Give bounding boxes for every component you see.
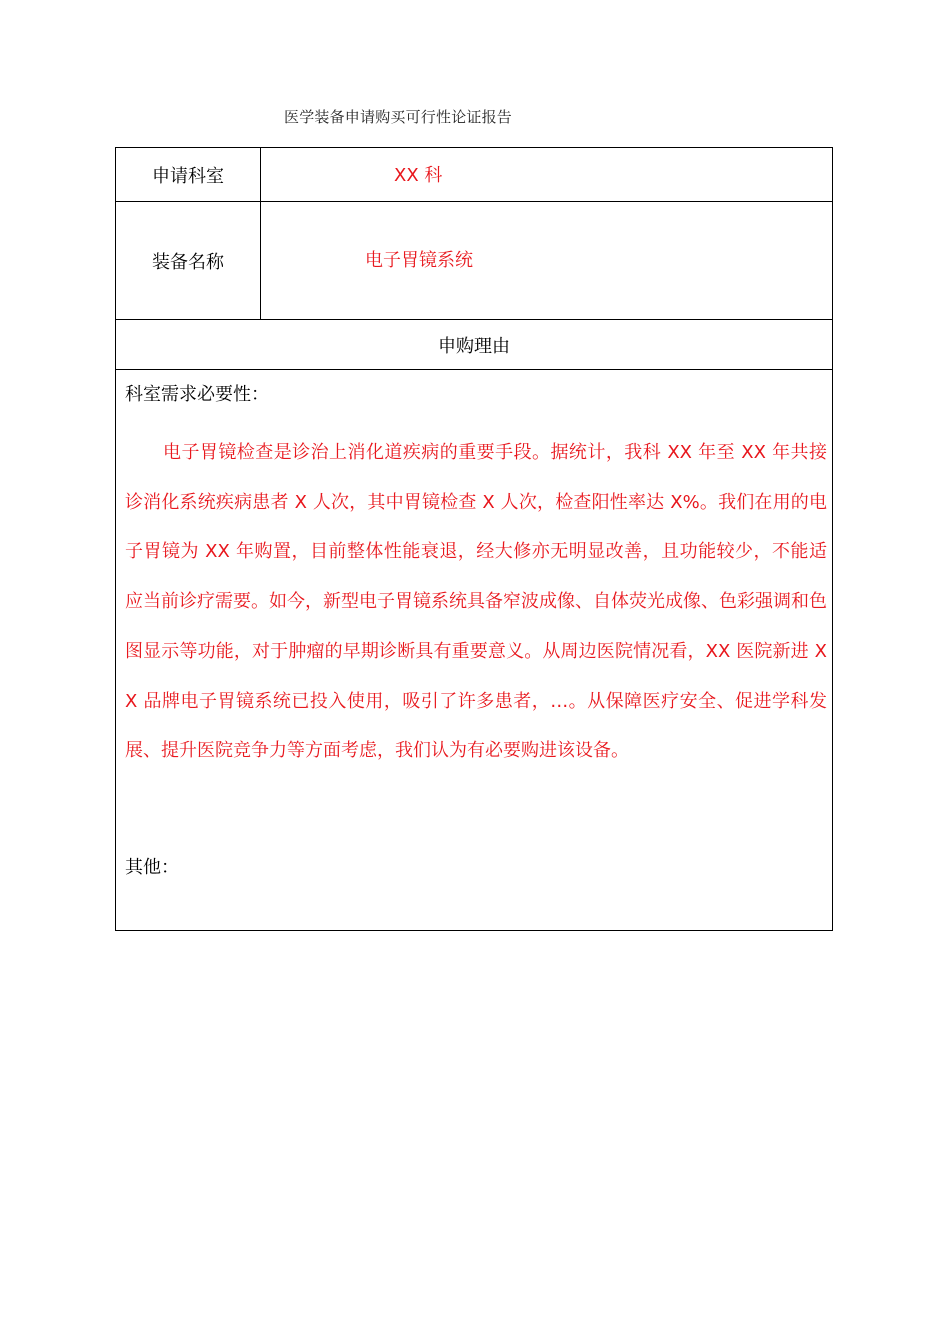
reason-header-row [116,320,832,370]
equipment-value-cell[interactable] [261,202,832,319]
department-label: 申请科室 [116,148,261,201]
other-label: 其他： [125,857,179,878]
application-form-table [115,147,833,931]
equipment-value: 电子胃镜系统 [365,250,473,271]
department-value: XX 科 [394,165,443,186]
reason-header: 申购理由 [438,335,510,357]
department-value-cell[interactable] [261,148,832,201]
reason-body-cell[interactable] [116,370,832,930]
need-paragraph: 电子胃镜检查是诊治上消化道疾病的重要手段。据统计，我科 XX 年至 XX 年共接诊消化系统疾病患者 X 人次，其中胃镜检查 X 人次，检查阳性率达 X%。我们在用的电子胃镜为 XX 年购置，目前整体性能衰退，经大修亦无明显改善，且功能较少，不能适应当前诊疗需要。如今，新型电子胃镜系统具备窄波成像、自体荧光成像、色彩强调和色图显示等功能，对于肿瘤的早期诊断具有重要意义。从周边医院情况看，XX 医院新进 XX 品牌电子胃镜系统已投入使用，吸引了许多患者，…。从保障医疗安全、促进学科发展、提升医院竞争力等方面考虑，我们认为有必要购进该设备。 [125,442,827,762]
document-title: 医学装备申请购买可行性论证报告 [284,108,513,126]
equipment-label: 装备名称 [116,202,261,319]
department-row [116,148,832,202]
equipment-row [116,202,832,320]
need-label: 科室需求必要性： [125,384,269,405]
